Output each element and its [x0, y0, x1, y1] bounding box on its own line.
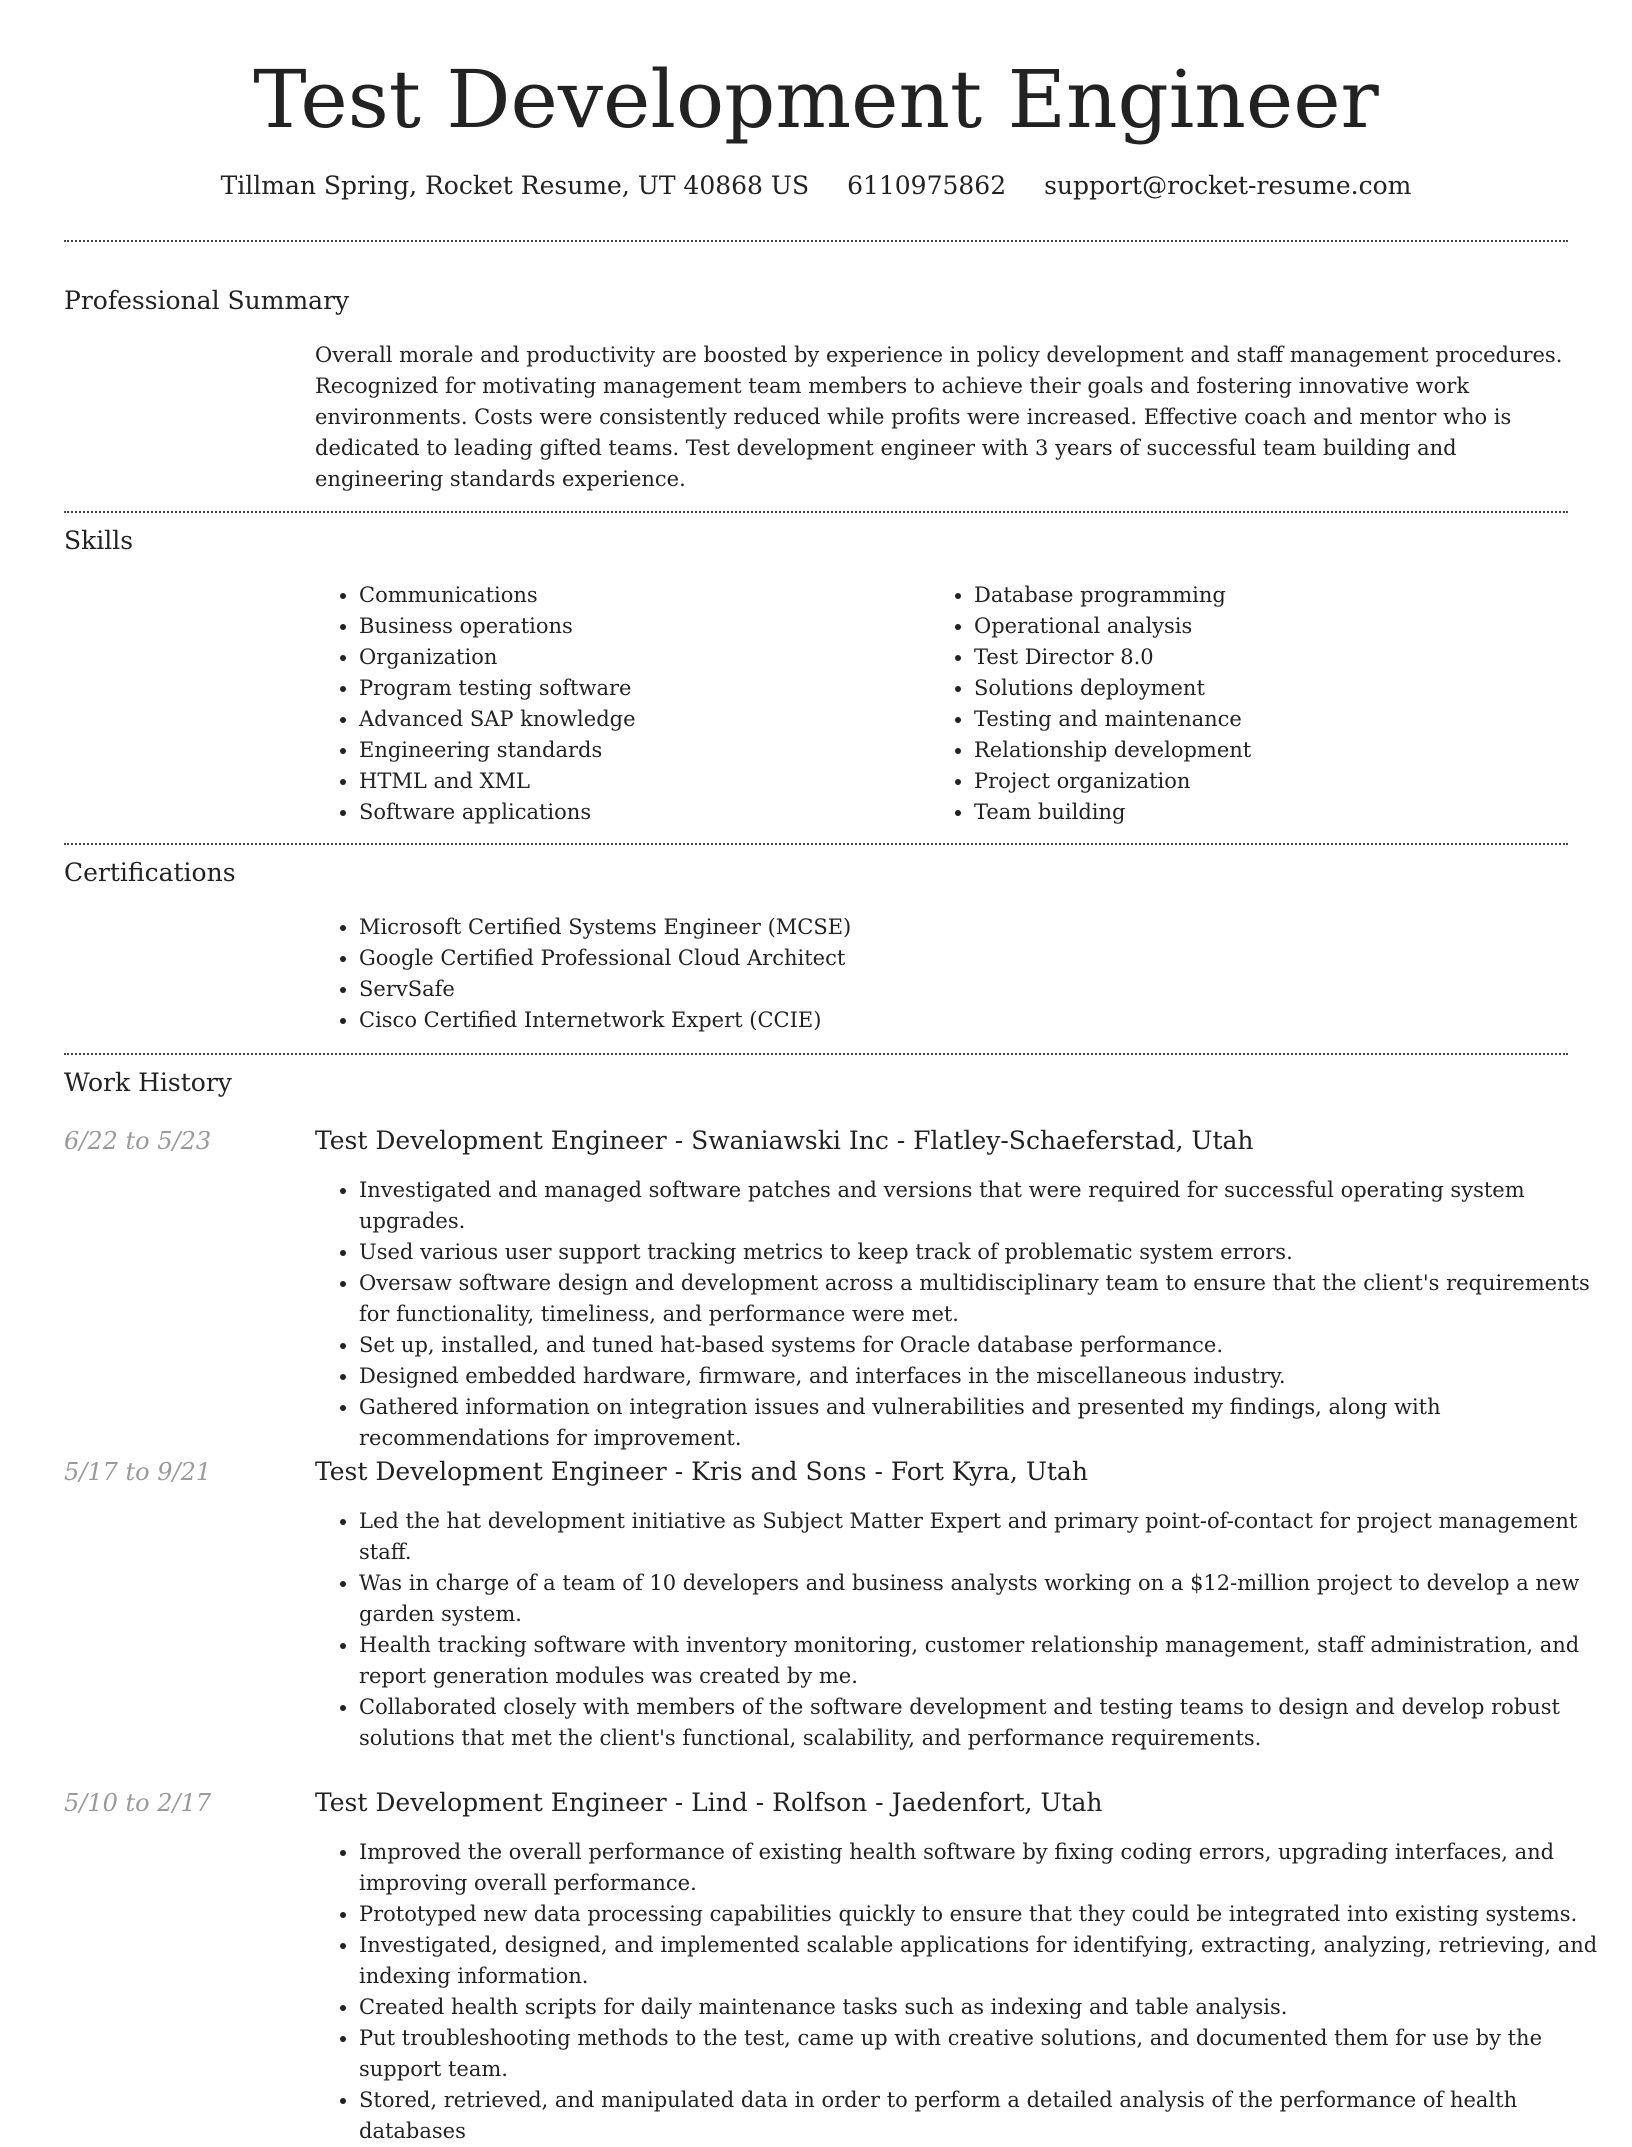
summary-heading: Professional Summary: [64, 286, 350, 315]
job-bullets: [315, 1175, 1614, 1454]
contact-phone: 6110975862: [847, 171, 1007, 200]
skills-heading: Skills: [64, 526, 134, 555]
skill-item: • Project organization: [974, 766, 1574, 797]
skill-item: • Engineering standards: [359, 735, 919, 766]
contact-address: Tillman Spring, Rocket Resume, UT 40868 US: [220, 171, 810, 200]
skills-list-left: [315, 580, 919, 828]
skill-item: • Operational analysis: [974, 611, 1574, 642]
skill-item: • Database programming: [974, 580, 1574, 611]
job-heading: Test Development Engineer - Swaniawski Inc - Flatley-Schaeferstad, Utah: [315, 1126, 1254, 1155]
skill-item: • Advanced SAP knowledge: [359, 704, 919, 735]
job-bullet: • Set up, installed, and tuned hat-based systems for Oracle database performance.: [359, 1330, 1614, 1361]
certifications-list: [315, 912, 1614, 1036]
contact-line: [0, 168, 1632, 204]
certifications-heading: Certifications: [64, 858, 236, 887]
skill-item: • Solutions deployment: [974, 673, 1574, 704]
skill-item: • Test Director 8.0: [974, 642, 1574, 673]
job-bullet: • Designed embedded hardware, firmware, and interfaces in the miscellaneous industry.: [359, 1361, 1614, 1392]
job-bullet: • Improved the overall performance of existing health software by fixing coding errors, upgrading interfaces, and improving overall performance.: [359, 1837, 1614, 1899]
job-bullet: • Stored, retrieved, and manipulated data in order to perform a detailed analysis of the performance of health databases: [359, 2085, 1614, 2147]
certification-item: • ServSafe: [359, 974, 1614, 1005]
skill-item: • Testing and maintenance: [974, 704, 1574, 735]
skill-item: • Team building: [974, 797, 1574, 828]
job-bullet: • Created health scripts for daily maintenance tasks such as indexing and table analysis.: [359, 1992, 1614, 2023]
skill-item: • Program testing software: [359, 673, 919, 704]
skill-item: • Business operations: [359, 611, 919, 642]
certification-item: • Google Certified Professional Cloud Architect: [359, 943, 1614, 974]
job-bullet: • Collaborated closely with members of the software development and testing teams to design and develop robust solutions that met the client's functional, scalability, and performance requirements.: [359, 1692, 1614, 1754]
job-bullet: • Put troubleshooting methods to the test, came up with creative solutions, and documented them for use by the support team.: [359, 2023, 1614, 2085]
work-history-heading: Work History: [64, 1068, 232, 1097]
summary-text: Overall morale and productivity are boosted by experience in policy development and staff management procedures. Recognized for motivating management team members to achieve their goals and fostering innovative work environments. Costs were consistently reduced while profits were increased. Effective coach and mentor who is dedicated to leading gifted teams. Test development engineer with 3 years of successful team building and engineering standards experience.: [315, 343, 1563, 491]
job-dates: 5/17 to 9/21: [64, 1458, 212, 1486]
section-divider: [64, 511, 1568, 513]
job-bullet: • Prototyped new data processing capabilities quickly to ensure that they could be integrated into existing systems.: [359, 1899, 1614, 1930]
certification-item: • Microsoft Certified Systems Engineer (MCSE): [359, 912, 1614, 943]
job-bullet: • Was in charge of a team of 10 developers and business analysts working on a $12-million project to develop a new garden system.: [359, 1568, 1614, 1630]
section-divider: [64, 240, 1568, 242]
job-bullet: • Investigated and managed software patches and versions that were required for successful operating system upgrades.: [359, 1175, 1614, 1237]
skill-item: • Relationship development: [974, 735, 1574, 766]
job-heading: Test Development Engineer - Lind - Rolfson - Jaedenfort, Utah: [315, 1788, 1103, 1817]
job-bullets: [315, 1837, 1614, 2147]
job-bullet: • Gathered information on integration issues and vulnerabilities and presented my findings, along with recommendations for improvement.: [359, 1392, 1614, 1454]
skills-list-right: [930, 580, 1574, 828]
job-dates: 5/10 to 2/17: [64, 1789, 212, 1817]
skill-item: • Software applications: [359, 797, 919, 828]
resume-name: Test Development Engineer: [253, 53, 1379, 146]
job-bullet: • Used various user support tracking metrics to keep track of problematic system errors.: [359, 1237, 1614, 1268]
job-dates: 6/22 to 5/23: [64, 1127, 212, 1155]
section-divider: [64, 1053, 1568, 1055]
skill-item: • HTML and XML: [359, 766, 919, 797]
job-bullet: • Oversaw software design and development across a multidisciplinary team to ensure that the client's requirements for functionality, timeliness, and performance were met.: [359, 1268, 1614, 1330]
skill-item: • Communications: [359, 580, 919, 611]
job-bullet: • Investigated, designed, and implemented scalable applications for identifying, extracting, analyzing, retrieving, and indexing information.: [359, 1930, 1614, 1992]
contact-email: support@rocket-resume.com: [1044, 171, 1412, 200]
skill-item: • Organization: [359, 642, 919, 673]
job-bullets: [315, 1506, 1614, 1754]
job-bullet: • Health tracking software with inventory monitoring, customer relationship management, staff administration, and report generation modules was created by me.: [359, 1630, 1614, 1692]
certification-item: • Cisco Certified Internetwork Expert (CCIE): [359, 1005, 1614, 1036]
section-divider: [64, 843, 1568, 845]
job-bullet: • Led the hat development initiative as Subject Matter Expert and primary point-of-contact for project management staff.: [359, 1506, 1614, 1568]
job-heading: Test Development Engineer - Kris and Sons - Fort Kyra, Utah: [315, 1457, 1088, 1486]
